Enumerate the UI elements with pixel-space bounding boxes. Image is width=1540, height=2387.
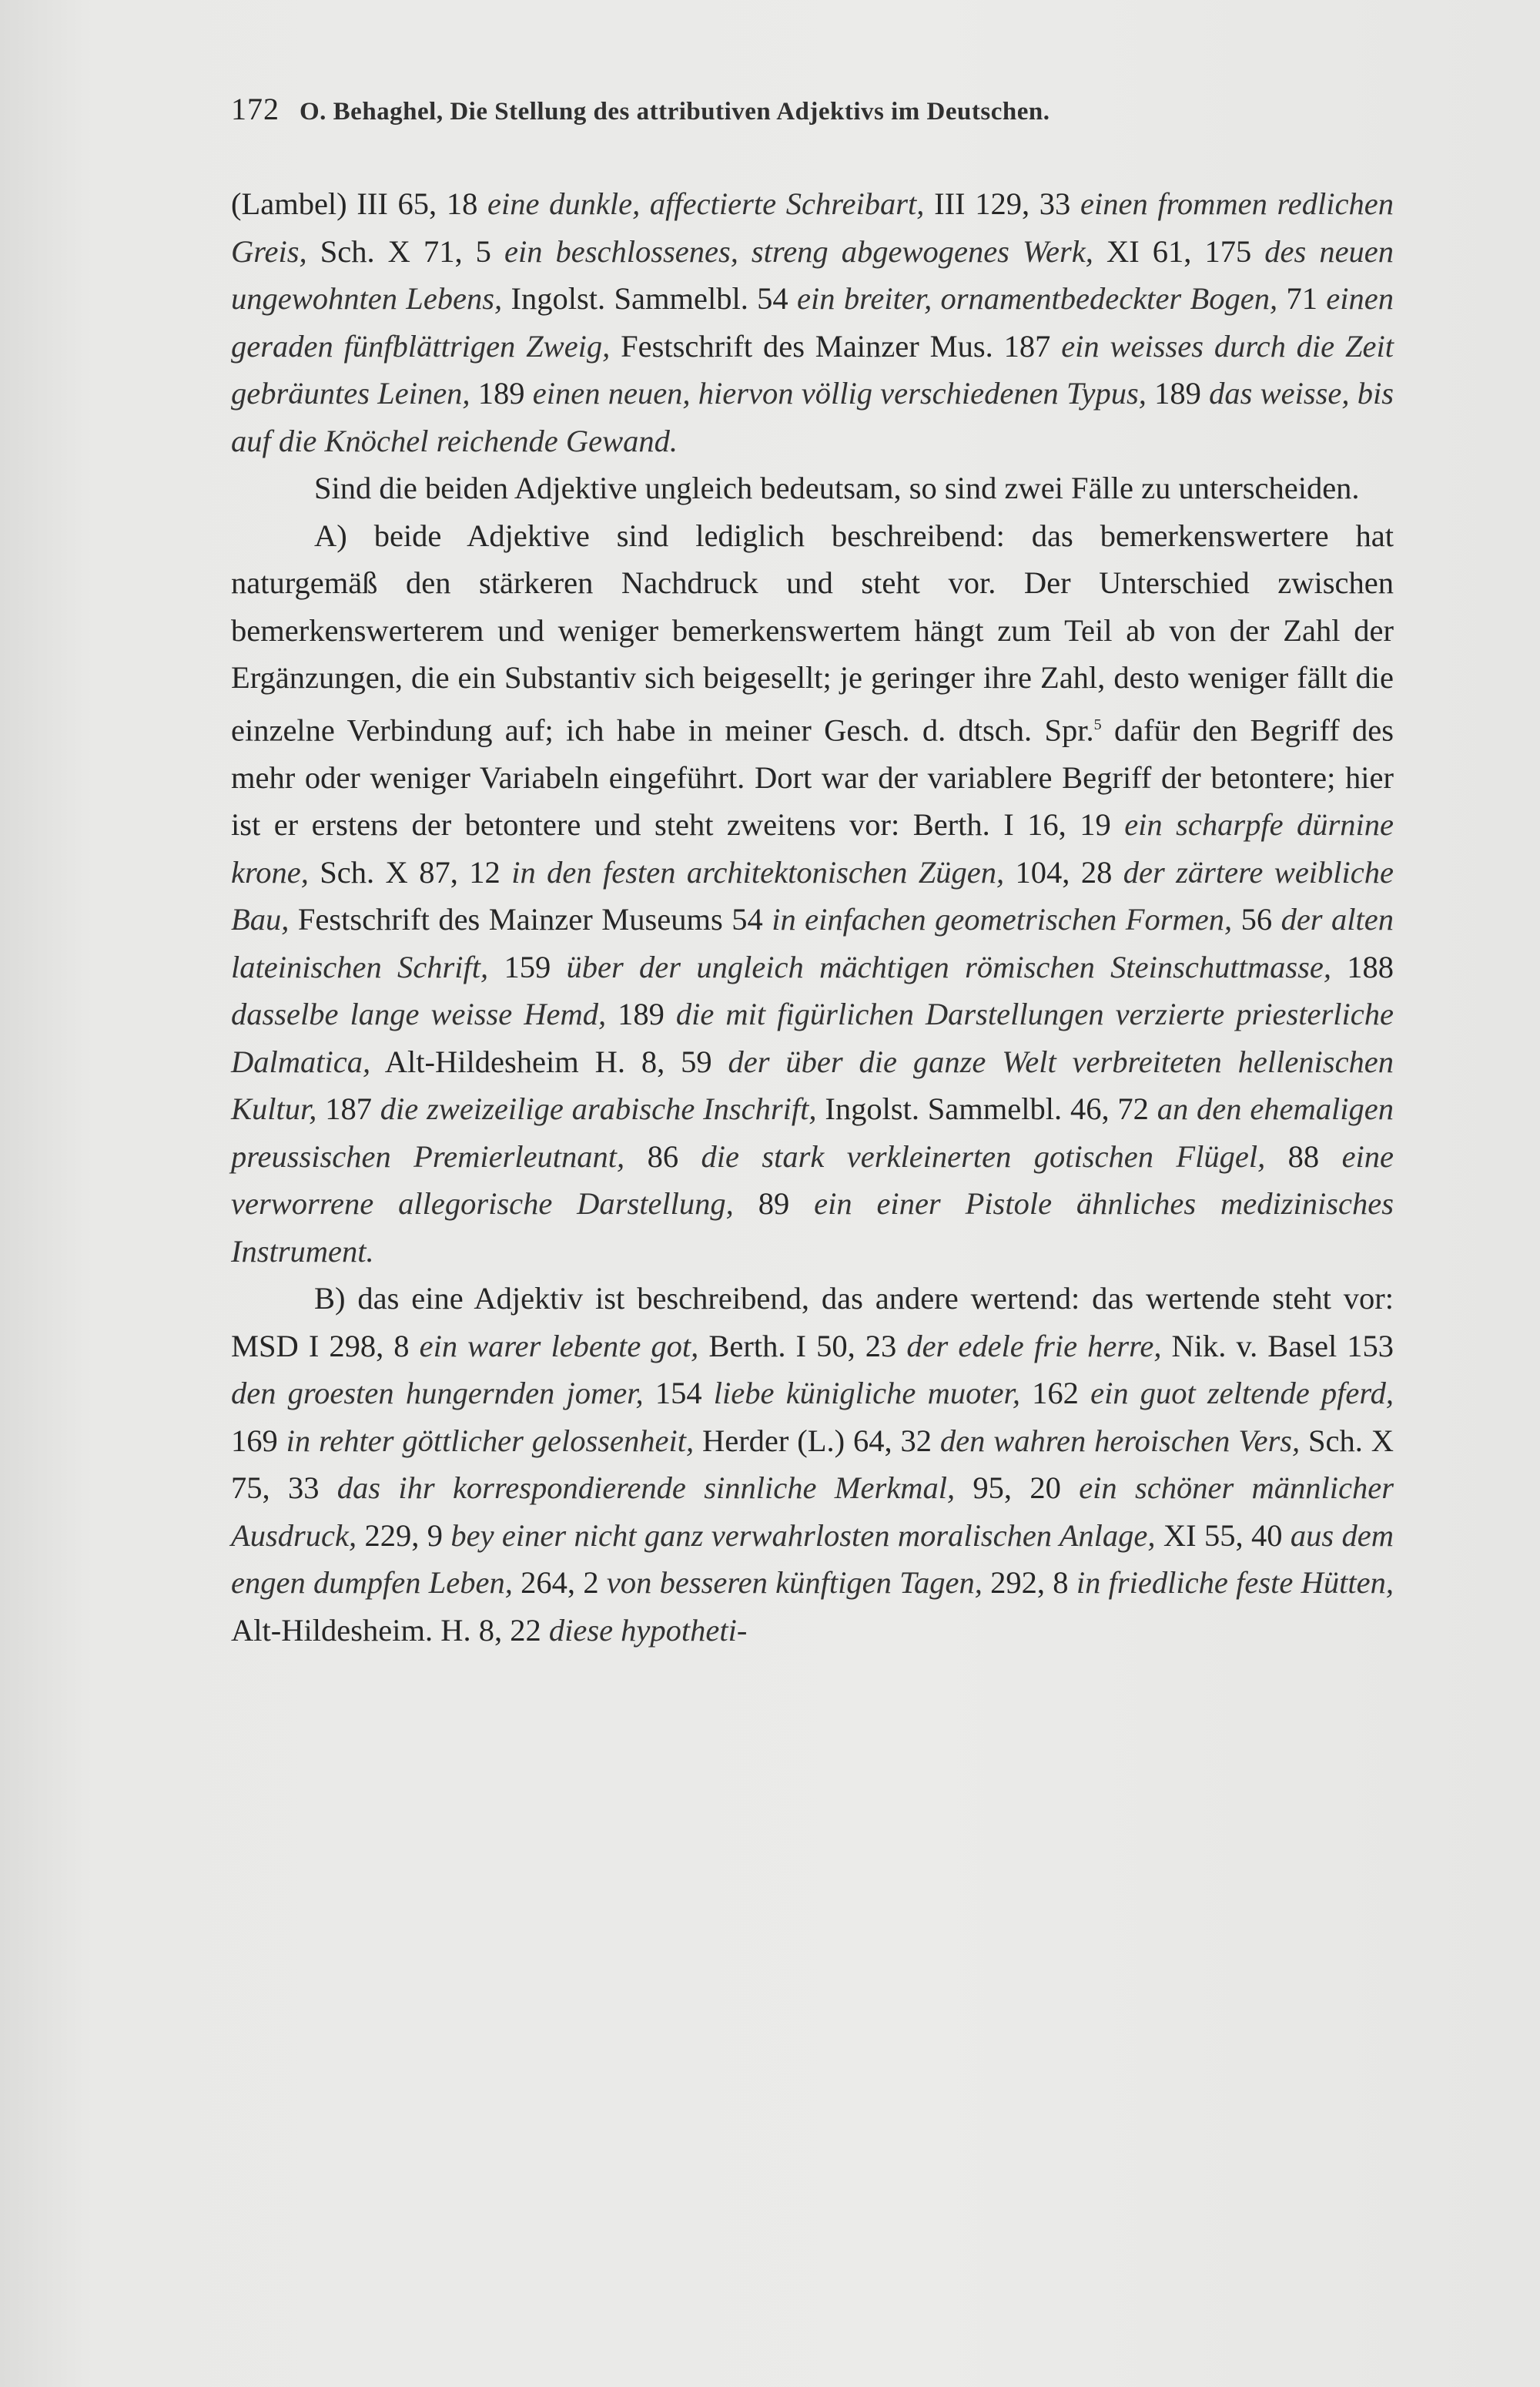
text-segment: 159 — [504, 949, 551, 984]
text-segment: 169 — [231, 1423, 278, 1458]
text-segment: 86 — [647, 1138, 679, 1174]
example-phrase: ein schöner männlicher Ausdruck, — [231, 1470, 1394, 1553]
text-segment: 162 — [1032, 1376, 1079, 1410]
text-segment: 189 — [618, 997, 665, 1031]
text-segment: XI 61, 175 — [1106, 233, 1252, 269]
text-segment: 104, 28 — [1015, 854, 1113, 890]
example-phrase: aus dem engen dumpfen Leben, — [231, 1517, 1394, 1600]
example-phrase: der zärtere weibliche Bau, — [231, 854, 1394, 937]
text-segment: Sch. X 87, 12 — [320, 854, 500, 890]
text-segment: XI 55, 40 — [1163, 1517, 1283, 1553]
running-title: O. Behaghel, Die Stellung des attributiven Adjektivs im Deutschen. — [300, 98, 1050, 126]
text-segment: 95, 20 — [973, 1470, 1061, 1505]
example-phrase: ein beschlossenes, streng abgewogenes Werk, — [504, 233, 1093, 269]
example-phrase: ein breiter, ornamentbedeckter Bogen, — [797, 281, 1278, 316]
example-phrase: in den festen architektonischen Zügen, — [511, 854, 1005, 890]
text-segment: (Lambel) III 65, 18 — [231, 186, 478, 221]
example-phrase: dasselbe lange weisse Hemd, — [231, 997, 607, 1031]
text-segment: 229, 9 — [364, 1517, 443, 1553]
page-number: 172 — [231, 92, 280, 126]
example-phrase: in einfachen geometrischen Formen, — [772, 902, 1233, 937]
text-segment: Herder (L.) 64, 32 — [701, 1423, 932, 1458]
example-phrase: in rehter göttlicher gelossenheit, — [286, 1423, 695, 1458]
example-phrase: der alten lateinischen Schrift, — [231, 902, 1394, 984]
example-phrase: des neuen ungewohnten Lebens, — [231, 233, 1394, 316]
text-segment: Festschrift des Mainzer Mus. 187 — [621, 328, 1051, 364]
example-phrase: ein weisses durch die Zeit gebräuntes Leinen, — [231, 328, 1394, 411]
text-segment: A) beide Adjektive sind lediglich beschreibend: das bemerkenswertere hat naturgemäß den stärkeren Nachdruck und steht vor. Der Unterschied zwischen bemerkenswerterem und weniger bemerkenswertem hängt zum Teil ab von der Zahl der Ergänzungen, die ein Substantiv sich beigesellt; je geringer ihre Zahl, desto weniger fällt die einzelne Verbindung auf; ich habe in meiner Gesch. d. dtsch. Spr. — [231, 518, 1394, 747]
paragraph-two-cases: Sind die beiden Adjektive ungleich bedeutsam, so sind zwei Fälle zu unterscheiden. — [314, 471, 1360, 505]
text-segment: 292, 8 — [990, 1565, 1069, 1600]
text-segment: 89 — [758, 1186, 790, 1221]
text-segment: III 129, 33 — [934, 186, 1071, 221]
example-phrase: einen neuen, hiervon völlig verschiedenen Typus, — [532, 376, 1147, 411]
footnote-marker: 5 — [1093, 716, 1102, 733]
example-phrase: der edele frie herre, — [906, 1328, 1162, 1363]
text-segment: Alt-Hildesheim. H. 8, 22 — [231, 1612, 541, 1648]
example-phrase: der über die ganze Welt verbreiteten hellenischen Kultur, — [231, 1044, 1394, 1126]
text-segment: Festschrift des Mainzer Museums 54 — [297, 902, 763, 937]
paragraph-case-a — [231, 512, 1394, 1276]
example-phrase: den wahren heroischen Vers, — [939, 1423, 1301, 1458]
example-phrase: die mit figürlichen Darstellungen verzierte priesterliche Dalmatica, — [231, 997, 1394, 1079]
text-segment: 188 — [1347, 949, 1394, 984]
page-content — [231, 91, 1394, 1654]
example-phrase: die stark verkleinerten gotischen Flügel, — [701, 1138, 1266, 1174]
example-phrase: ein warer lebente got, — [419, 1328, 699, 1363]
text-segment: Sch. X 71, 5 — [320, 233, 491, 269]
paragraph-case-b — [231, 1275, 1394, 1654]
example-phrase: von besseren künftigen Tagen, — [606, 1565, 983, 1600]
example-phrase: einen geraden fünfblättrigen Zweig, — [231, 281, 1394, 364]
example-phrase: liebe künigliche muoter, — [713, 1376, 1020, 1410]
text-segment: 56 — [1240, 902, 1273, 937]
text-segment: 187 — [325, 1091, 372, 1126]
text-segment: B) das eine Adjektiv ist beschreibend, das andere wertend: das wertende steht vor: MSD I 298, 8 — [231, 1281, 1394, 1363]
example-phrase: ein guot zeltende pferd, — [1090, 1376, 1394, 1410]
text-segment: dafür den Begriff des mehr oder weniger Variabeln eingeführt. Dort war der variablere Begriff der betontere; hier ist er erstens der betontere und steht zweitens vor: Berth. I 16, 19 — [231, 712, 1394, 842]
text-segment: Nik. v. Basel 153 — [1171, 1328, 1394, 1363]
text-segment: 189 — [477, 376, 525, 411]
example-phrase: den groesten hungernden jomer, — [231, 1376, 644, 1410]
example-phrase: in friedliche feste Hütten, — [1076, 1565, 1394, 1600]
example-phrase: ein scharpfe dürnine krone, — [231, 807, 1394, 890]
text-segment: 264, 2 — [521, 1565, 599, 1600]
running-head — [231, 91, 1394, 137]
example-phrase: das ihr korrespondierende sinnliche Merkmal, — [336, 1470, 956, 1505]
example-phrase: die zweizeilige arabische Inschrift, — [380, 1091, 817, 1126]
paragraph-examples-continued — [231, 180, 1394, 464]
text-segment: 189 — [1154, 376, 1201, 411]
example-phrase: diese hypotheti- — [548, 1612, 748, 1648]
example-phrase: einen frommen redlichen Greis, — [231, 186, 1394, 269]
text-segment: Alt-Hildesheim H. 8, 59 — [384, 1044, 712, 1079]
example-phrase: ein einer Pistole ähnliches medizinisches Instrument. — [231, 1186, 1394, 1269]
example-phrase: bey einer nicht ganz verwahrlosten moralischen Anlage, — [450, 1517, 1156, 1553]
text-segment: Ingolst. Sammelbl. 54 — [511, 281, 788, 316]
text-segment: 71 — [1286, 281, 1317, 316]
text-segment: Berth. I 50, 23 — [708, 1328, 897, 1363]
text-segment: Sch. X 75, 33 — [231, 1423, 1394, 1505]
example-phrase: über der ungleich mächtigen römischen Steinschuttmasse, — [566, 949, 1331, 984]
text-segment: 154 — [654, 1376, 702, 1410]
text-segment: 88 — [1287, 1138, 1320, 1174]
example-phrase: das weisse, bis auf die Knöchel reichende Gewand. — [231, 376, 1394, 458]
example-phrase: eine dunkle, affectierte Schreibart, — [487, 186, 925, 221]
text-segment: Ingolst. Sammelbl. 46, 72 — [825, 1091, 1149, 1126]
example-phrase: an den ehemaligen preussischen Premierleutnant, — [231, 1091, 1394, 1174]
example-phrase: eine verworrene allegorische Darstellung, — [231, 1138, 1394, 1221]
